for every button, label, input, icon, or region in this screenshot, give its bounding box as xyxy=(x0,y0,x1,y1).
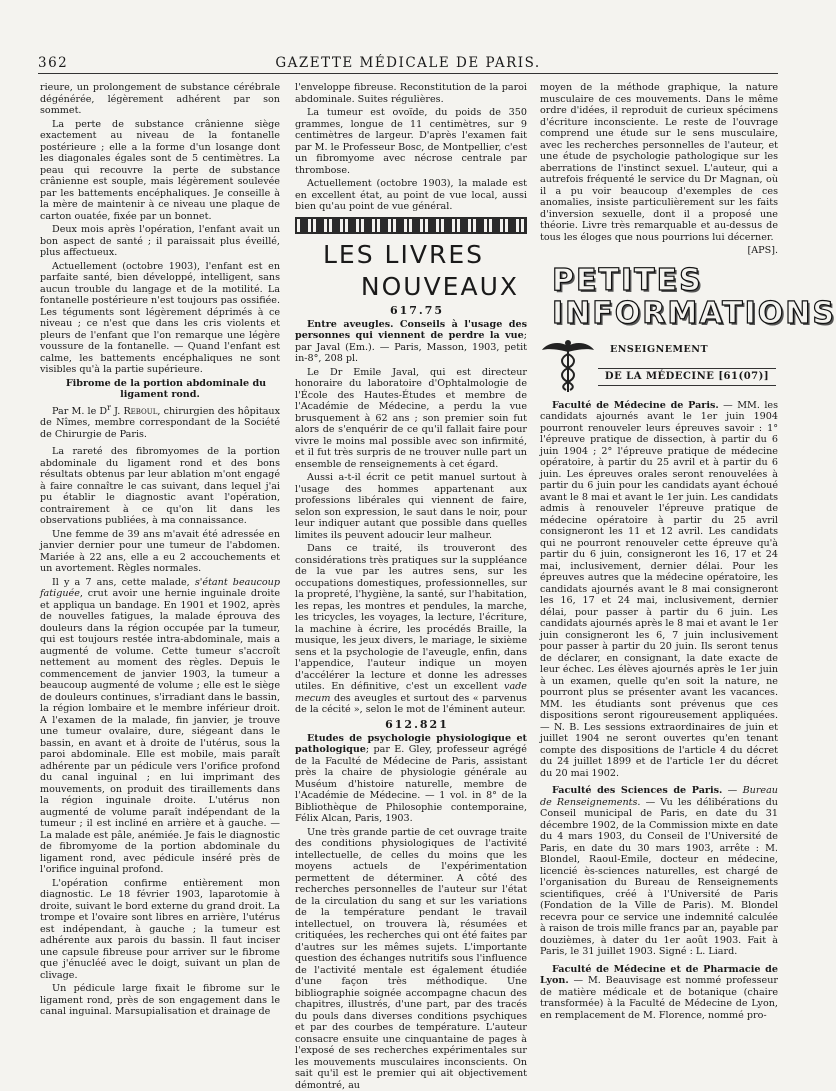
paragraph: Deux mois après l'opération, l'enfant avait un bon aspect de santé ; il paraissait plus éveillé, plus affectueux. xyxy=(40,224,280,258)
paragraph: Une très grande partie de cet ouvrage traite des conditions physiologiques de l'activité intellectuelle, de celles du moins que les moyens actuels de l'expérimentation permettent de déterminer. A côté des recherches personnelles de l'auteur sur l'état de la circulation du sang et sur les variations de la température pendant le travail intellectuel, on trouvera là, résumées et critiquées, les recherches qui ont été faites par d'autres sur les mêmes sujets. L'importante question des échanges nutritifs sous l'influence de l'activité mentale est également étudiée d'une façon très méthodique. Une bibliographie soignée accompagne chacun des chapitres, illustrés, d'une part, par des tracés du pouls dans diverses conditions psychiques et par des courbes de température. L'auteur consacre ensuite une cinquantaine de pages à l'exposé de ses recherches expérimentales sur les mouvements musculaires inconscients. On sait qu'il est le premier qui ait objectivement démontré, au xyxy=(295,826,527,1091)
paragraph: Un pédicule large fixait le fibrome sur le ligament rond, près de son engagement dans le canal inguinal. Marsupialisation et drainage de xyxy=(40,983,280,1018)
paragraph: Une femme de 39 ans m'avait été adressée en janvier dernier pour une tumeur de l'abdomen. Mariée à 22 ans, elle a eu 2 accouchements et un avortement. Règles normales. xyxy=(40,528,280,575)
subsection-title: ENSEIGNEMENT xyxy=(610,343,709,355)
paragraph: moyen de la méthode graphique, la nature musculaire de ces mouvements. Dans le même ordre d'idées, il reproduit de curieux spécimens d'écriture inconsciente. Le reste de l'ouvrage comprend une étude sur le sens musculaire, avec les recherches personnelles de l'auteur, et une étude de psychologie pathologique sur les aberrations de l'instinct sexuel. L'auteur, qui a autrefois fréquenté le service du Dr Magnan, où il a pu voir beaucoup d'exemples de ces anomalies, insiste particulièrement sur les faits d'inversion sexuelle, dont il a proposé une théorie. Livre très remarquable et au-dessus de tous les éloges que nous pourrions lui décerner. xyxy=(540,82,778,243)
section-heading-petites: PETITES xyxy=(552,262,703,298)
subsection-subtitle: DE LA MÉDECINE [61(07)] xyxy=(598,368,776,386)
subsection-header xyxy=(540,338,778,394)
column-middle xyxy=(295,82,527,1091)
book-entry-title: Entre aveugles. Conseils à l'usage des personnes qui viennent de perdre la vue; par Javal (Em.). — Paris, Masson, 1903, petit in-8°, 208 pl. xyxy=(295,318,527,365)
classification-number: 612.821 xyxy=(385,717,449,731)
paragraph: Actuellement (octobre 1903), l'enfant est en parfaite santé, bien développé, intelligent, sans aucun trouble du langage et de la motilité. La fontanelle postérieure n'est toujours pas ossifiée. Les téguments sont légèrement déprimés à ce niveau ; ce n'est que dans les cris violents et pleurs de l'enfant que l'on remarque une légère voussure de la fontanelle. — Quand l'enfant est calme, les battements encéphaliques ne sont visibles qu'à la partie supérieure. xyxy=(40,260,280,375)
book-entry-title: Etudes de psychologie physiologique et pathologique; par E. Gley, professeur agrégé de la Faculté de Médecine de Paris, assistant près la chaire de physiologie générale au Muséum d'histoire naturelle, membre de l'Académie de Médecine. — 1 vol. in 8° de la Bibliothèque de Philosophie contemporaine, Félix Alcan, Paris, 1903. xyxy=(295,732,527,825)
page-number: 362 xyxy=(38,55,69,71)
paragraph: La rareté des fibromyomes de la portion abdominale du ligament rond et des bons résultats obtenus par leur ablation m'ont engagé à faire connaître le cas suivant, dans lequel j'ai pu établir le diagnostic avant l'opération, contrairement à ce qu'on lit dans les observations publiées, à ma connaissance. xyxy=(40,446,280,527)
byline: Par M. le $D^r$ J. Reboul, chirurgien des hôpitaux de Nîmes, membre correspondant de la Société de Chirurgie de Paris. xyxy=(40,402,281,440)
paragraph: Le Dr Emile Javal, qui est directeur honoraire du laboratoire d'Ophtalmologie de l'École des Hautes-Études et membre de l'Académie de Médecine, a perdu la vue brusquement à 62 ans ; son premier soin fut alors de s'enquérir de ce qu'il fallait faire pour vivre le moins mal possible avec son infirmité, et il fut très surpris de ne trouver nulle part un ensemble de renseignements à cet égard. xyxy=(295,366,527,470)
paragraph: La tumeur est ovoïde, du poids de 350 grammes, longue de 11 centimètres, sur 9 centimètres de largeur. D'après l'examen fait par M. le Professeur Bosc, de Montpellier, c'est un fibromyome avec nécrose centrale par thrombose. xyxy=(295,107,527,176)
column-right xyxy=(540,82,836,1054)
caduceus-icon xyxy=(540,338,596,394)
paragraph: Actuellement (octobre 1903), la malade est en excellent état, au point de vue local, aussi bien qu'au point de vue général. xyxy=(295,178,527,212)
page-header xyxy=(38,55,778,74)
classification-number: 617.75 xyxy=(389,303,445,317)
news-item: Faculté des Sciences de Paris. — Bureau de Renseignements. — Vu les délibérations du Conseil municipal de Paris, en date du 31 décembre 1902, de la Commission mixte en date du 4 mars 1903, du Conseil de l'Université de Paris, en date du 30 mars 1903, arrête : M. Blondel, Raoul-Emile, docteur en médecine, licencié ès-sciences naturelles, est chargé de l'organisation du Bureau de Renseignements scientifiques, créé à l'Université de Paris (Fondation de la Ville de Paris). M. Blondel recevra pour ce service une indemnité calculée à raison de trois mille francs par an, payable par douzièmes, à dater du 1er août 1903. Fait à Paris, le 31 juillet 1903. Signé : L. Liard. xyxy=(540,785,778,957)
section-title: Fibrome de la portion abdominale du ligament rond. xyxy=(65,377,267,400)
section-heading-informations: INFORMATIONS xyxy=(552,296,836,331)
journal-title: GAZETTE MÉDICALE DE PARIS. xyxy=(275,55,541,71)
paragraph: Il y a 7 ans, cette malade, s'étant beaucoup fatiguée, crut avoir une hernie inguinale droite et appliqua un bandage. En 1901 et 1902, après de nouvelles fatigues, la malade éprouva des douleurs dans la région occupée par la tumeur, qui est toujours restée intra-abdominale, mais a augmenté de volume. Cette tumeur s'accroît nettement au moment des règles. Depuis le commencement de janvier 1903, la tumeur a beaucoup augmenté de volume ; elle est le siège de douleurs continues, s'irradiant dans le bassin, la région lombaire et le membre inférieur droit. A l'examen de la malade, fin janvier, je trouve une tumeur ovalaire, dure, siégeant dans le bassin, en avant et à droite de l'utérus, sous la paroi abdominale. Elle est mobile, mais paraît adhérente par un pédicule vers l'orifice profond du canal inguinal ; en lui imprimant des mouvements, on produit des tiraillements dans la région inguinale droite. L'utérus non augmenté de volume paraît indépendant de la tumeur ; il est incliné en arrière et à gauche. — La malade est pâle, anémiée. Je fais le diagnostic de fibromyome de la portion abdominale du ligament rond, avec pédicule inséré près de l'orifice inguinal profond. xyxy=(40,576,280,876)
ornamental-rule xyxy=(295,217,527,234)
section-heading-nouveaux: NOUVEAUX xyxy=(360,271,519,301)
news-item: Faculté de Médecine de Paris. — MM. les candidats ajournés avant le 1er juin 1904 pourront renouveler leurs épreuves savoir : 1° l'épreuve pratique de dissection, à partir du 6 juin 1904 ; 2° l'épreuve pratique de médecine opératoire, à partir du 25 avril et à partir du 6 juin. Les épreuves orales seront renouvelées à partir du 6 juin pour les candidats ayant échoué avant le 8 mai et avant le 1er juin. Les candidats admis à renouveler l'épreuve pratique de médecine opératoire à partir du 25 avril consigneront les 11 et 12 avril. Les candidats qui ne pourront renouveler cette épreuve qu'à partir du 6 juin, consigneront les 16, 17 et 24 mai, inclusivement, dernier délai. Pour les épreuves autres que la médecine opératoire, les candidats ajournés avant le 8 mai consigneront les 16, 17 et 24 mai, inclusivement, dernier délai, pour passer à partir du 6 juin. Les candidats ajournés après le 8 mai et avant le 1er juin consigneront les 6, 7 juin inclusivement pour passer à partir du 20 juin. Ils seront tenus de déclarer, en consignant, la date exacte de leur échec. Les élèves ajournés après le 1er juin à un examen, quelle qu'en soit la nature, ne pourront plus se présenter avant les vacances. MM. les étudiants sont prévenus que ces dispositions seront rigoureusement appliquées. — N. B. Les sessions extraordinaires de juin et juillet 1904 ne seront ouvertes qu'en tenant compte des dispositions de l'article 4 du décret du 24 juillet 1899 et de l'article 1er du décret du 20 mai 1902. xyxy=(540,399,778,779)
paragraph: l'enveloppe fibreuse. Reconstitution de la paroi abdominale. Suites régulières. xyxy=(295,82,527,105)
paragraph: rieure, un prolongement de substance cérébrale dégénérée, légèrement adhérent par son sommet. xyxy=(40,82,280,116)
news-item: Faculté de Médecine et de Pharmacie de Lyon. — M. Beauvisage est nommé professeur de matière médicale et de botanique (chaire transformée) à la Faculté de Médecine de Lyon, en remplacement de M. Florence, nommé pro- xyxy=(540,963,778,1021)
column-left xyxy=(40,82,280,1054)
paragraph: L'opération confirme entièrement mon diagnostic. Le 18 février 1903, laparotomie à droite, suivant le bord externe du grand droit. La trompe et l'ovaire sont libres en arrière, l'utérus est indépendant, à gauche ; la tumeur est adhérente aux parois du bassin. Il faut inciser une capsule fibreuse pour arriver sur le fibrome que j'énucléé avec le doigt, suivant un plan de clivage. xyxy=(40,877,281,981)
signature: [APS]. xyxy=(747,245,778,256)
paragraph: Dans ce traité, ils trouveront des considérations très pratiques sur la suppléance de la vue par les autres sens, sur les occupations domestiques, professionnelles, sur la propreté, l'hygiène, la santé, sur l'habitation, les repas, les montres et pendules, la marche, les tricycles, les voyages, la lecture, l'écriture, la machine à écrire, les procédés Braille, la musique, les jeux divers, le mariage, le sixième sens et la psychologie de l'aveugle, enfin, dans l'appendice, l'auteur indique un moyen d'accélérer la lecture et donne les adresses utiles. En définitive, c'est un excellent vade mecum des aveugles et surtout des « parvenus de la cécité », selon le mot de l'éminent auteur. xyxy=(295,543,527,716)
paragraph: La perte de substance crânienne siège exactement au niveau de la fontanelle postérieure ; elle a la forme d'un losange dont les diagonales égales sont de 5 centimètres. La peau qui recouvre la perte de substance crânienne est souple, mais légèrement soulevée par les battements encéphaliques. Je conseille à la mère de maintenir à ce niveau une plaque de carton ouatée, fixée par un bonnet. xyxy=(40,118,280,222)
paragraph: Aussi a-t-il écrit ce petit manuel surtout à l'usage des hommes appartenant aux professions libérales qui viennent de faire, selon son expression, le saut dans le noir, pour leur indiquer autant que possible dans quelles limites ils peuvent adoucir leur malheur. xyxy=(295,472,527,541)
section-heading-livres: LES LIVRES xyxy=(323,239,484,269)
